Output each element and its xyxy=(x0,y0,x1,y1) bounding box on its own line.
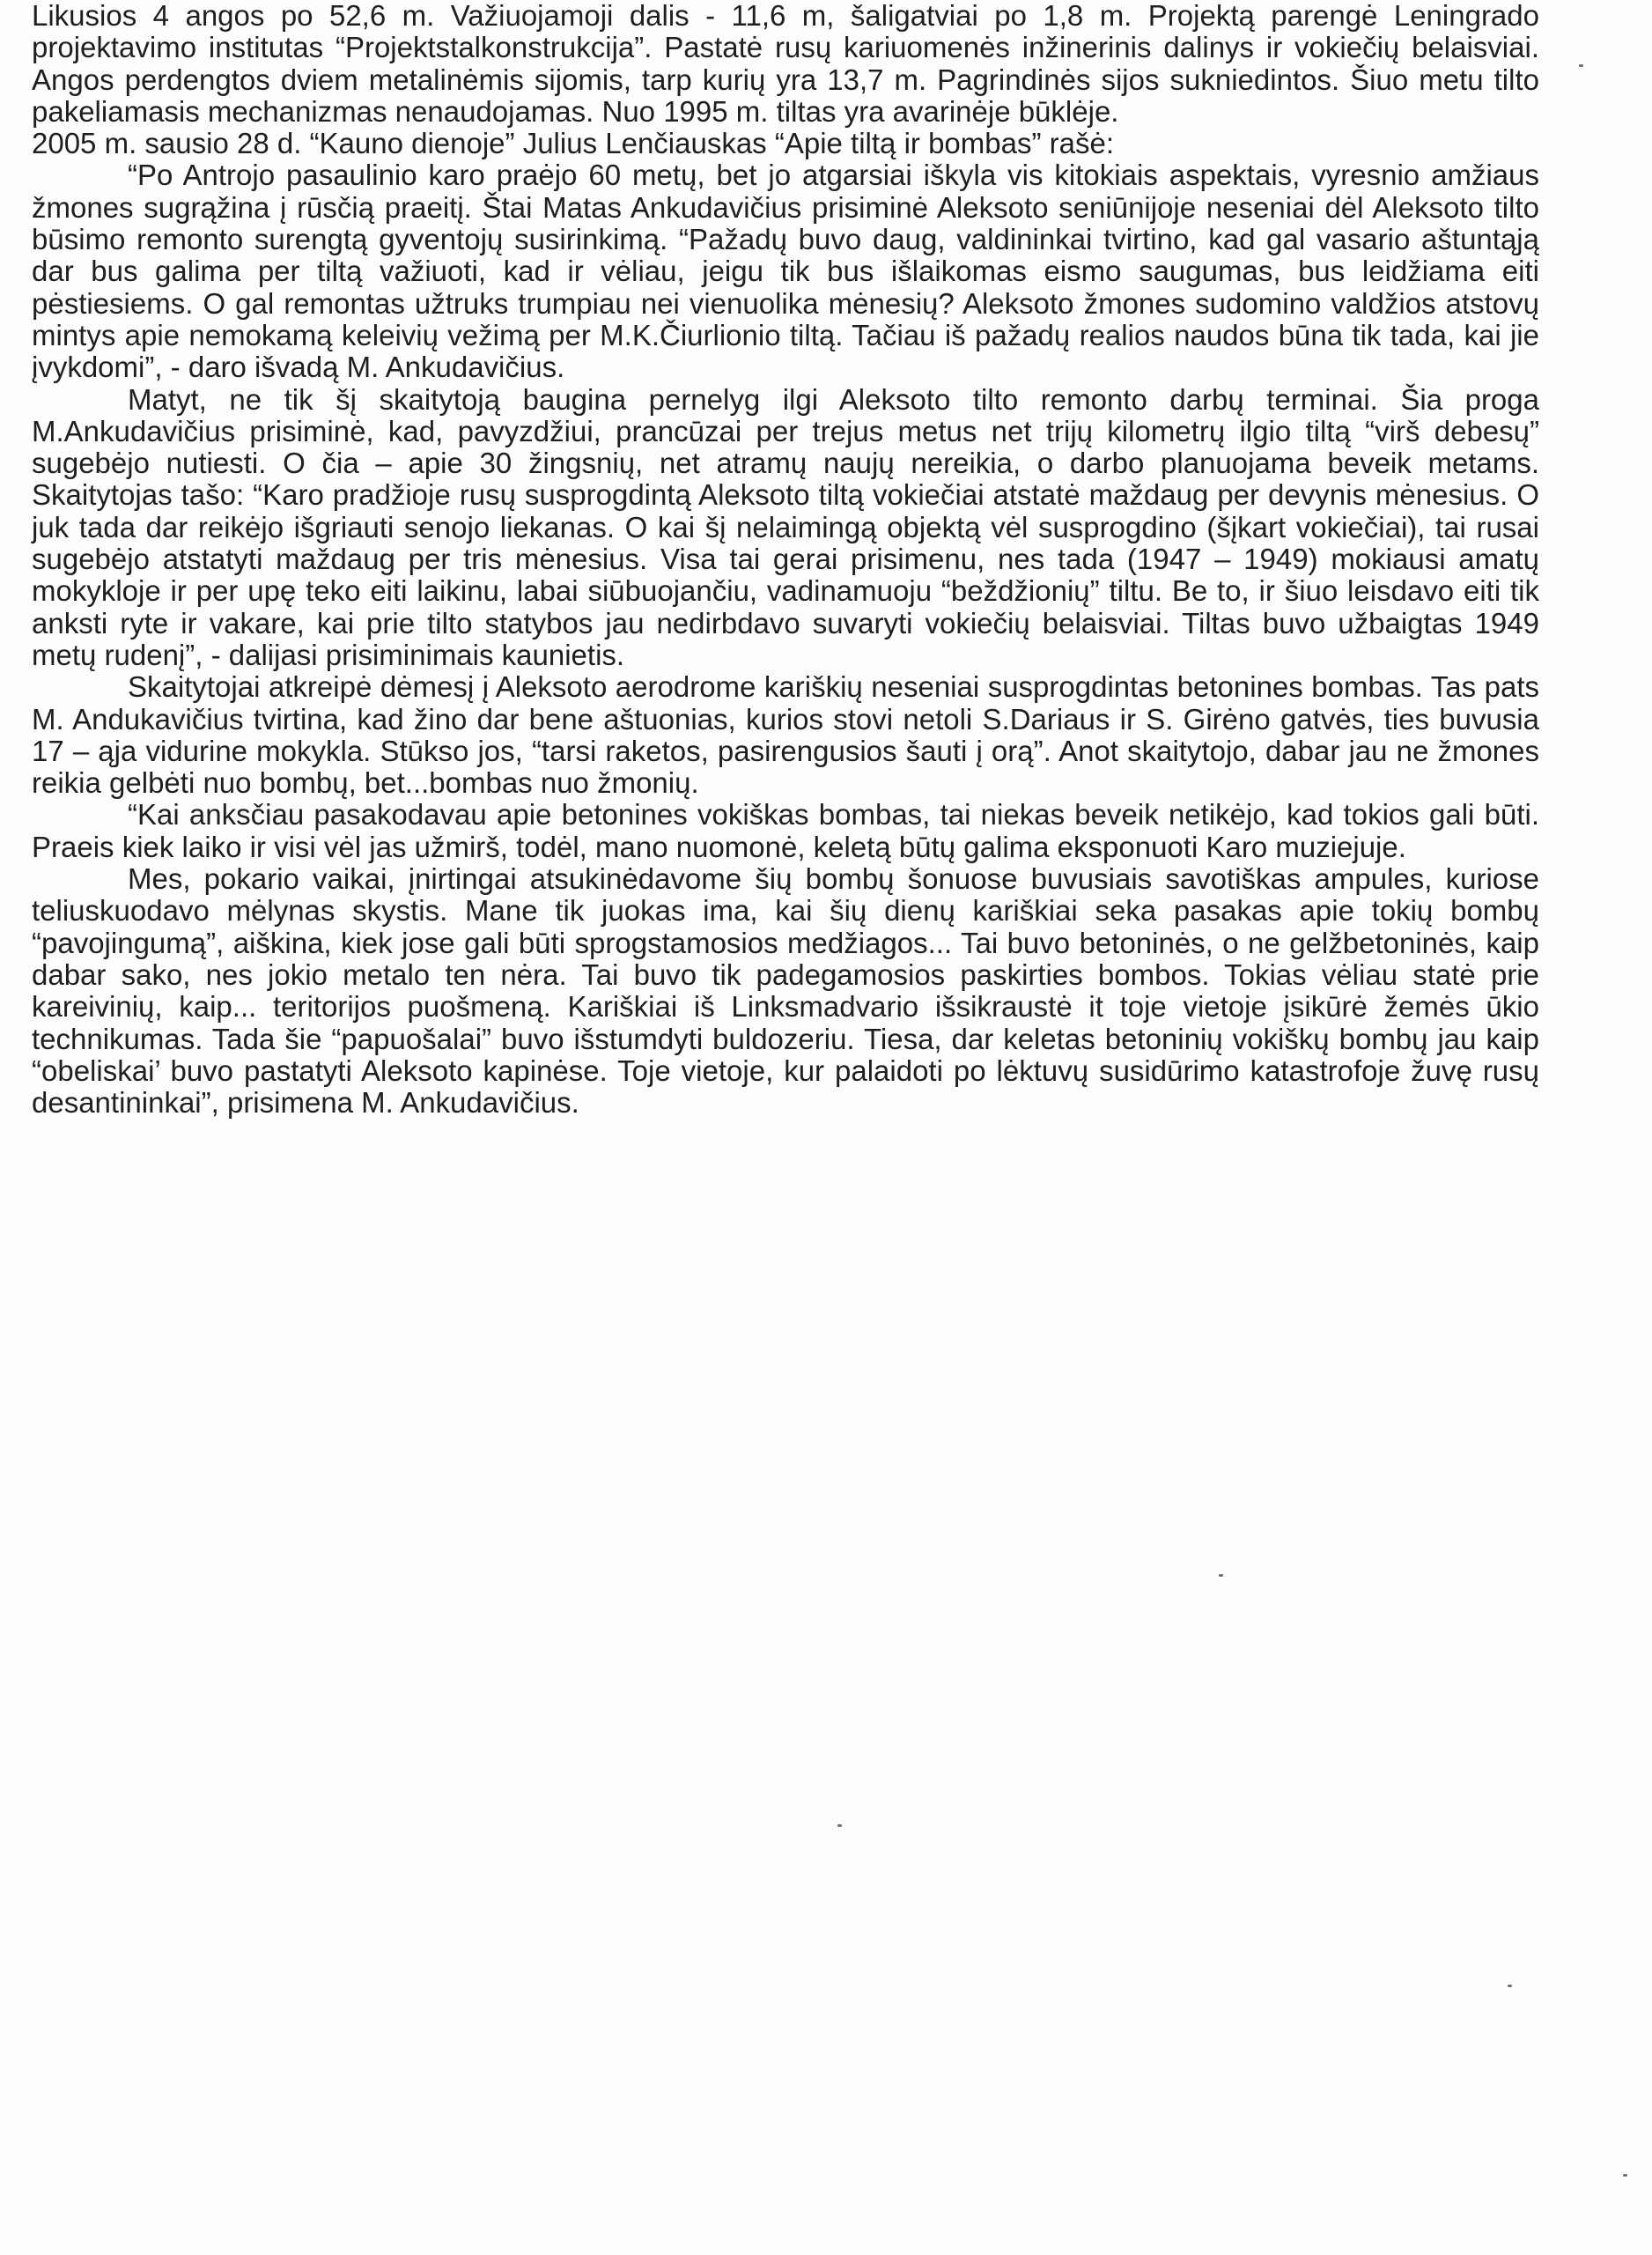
paragraph-ankudavicius-meeting: “Po Antrojo pasaulinio karo praėjo 60 metų, bet jo atgarsiai iškyla vis kitokiais aspektais, vyresnio amžiaus žmones sugrąžina į rūsčią praeitį. Štai Matas Ankudavičius prisiminė Aleksoto seniūnijoje neseniai dėl Aleksoto tilto būsimo remonto surengtą gyventojų susirinkimą. “Pažadų buvo daug, valdininkai tvirtino, kad gal vasario aštuntąją dar bus galima per tiltą važiuoti, kad ir vėliau, jeigu tik bus išlaikomas eismo saugumas, bus leidžiama eiti pėstiesiems. O gal remontas užtruks trumpiau nei vienuolika mėnesių? Aleksoto žmones sudomino valdžios atstovų mintys apie nemokamą keleivių vežimą per M.K.Čiurlionio tiltą. Tačiau iš pažadų realios naudos būna tik tada, kai jie įvykdomi”, - daro išvadą M. Ankudavičius. xyxy=(32,159,1539,384)
paragraph-bridge-description: Likusios 4 angos po 52,6 m. Važiuojamoji dalis - 11,6 m, šaligatviai po 1,8 m. Projektą parengė Leningrado projektavimo institutas “Projektstalkonstrukcija”. Pastatė rusų kariuomenės inžinerinis dalinys ir vokiečių belaisviai. Angos perdengtos dviem metalinėmis sijomis, tarp kurių yra 13,7 m. Pagrindinės sijos sukniedintos. Šiuo metu tilto pakeliamasis mechanizmas nenaudojamas. Nuo 1995 m. tiltas yra avarinėje būklėje. xyxy=(32,0,1539,128)
scan-speck xyxy=(1579,64,1583,67)
scan-speck xyxy=(1508,1985,1512,1987)
article-text xyxy=(32,0,1539,1119)
scan-speck xyxy=(1623,2174,1627,2177)
paragraph-source-citation: 2005 m. sausio 28 d. “Kauno dienoje” Julius Lenčiauskas “Apie tiltą ir bombas” rašė: xyxy=(32,127,1114,160)
scan-speck xyxy=(1219,1574,1223,1577)
paragraph-repair-terms: Matyt, ne tik šį skaitytoją baugina pernelyg ilgi Aleksoto tilto remonto darbų terminai. Šia proga M.Ankudavičius prisiminė, kad, pavyzdžiui, prancūzai per trejus metus net trijų kilometrų ilgio tiltą “virš debesų” sugebėjo nutiesti. O čia – apie 30 žingsnių, net atramų naujų nereikia, o darbo planuojama beveik metams. Skaitytojas tašo: “Karo pradžioje rusų susprogdintą Aleksoto tiltą vokiečiai atstatė maždaug per devynis mėnesius. O juk tada dar reikėjo išgriauti senojo liekanas. O kai šį nelaimingą objektą vėl susprogdino (šįkart vokiečiai), tai rusai sugebėjo atstatyti maždaug per tris mėnesius. Visa tai gerai prisimenu, nes tada (1947 – 1949) mokiausi amatų mokykloje ir per upę teko eiti laikinu, labai siūbuojančiu, vadinamuoju “beždžionių” tiltu. Be to, ir šiuo leisdavo eiti tik anksti ryte ir vakare, kai prie tilto statybos jau nedirbdavo suvaryti vokiečių belaisviai. Tiltas buvo užbaigtas 1949 metų rudenį”, - dalijasi prisiminimais kaunietis. xyxy=(32,382,1539,671)
paragraph-museum-suggestion: “Kai anksčiau pasakodavau apie betonines vokiškas bombas, tai niekas beveik netikėjo, kad tokios gali būti. Praeis kiek laiko ir visi vėl jas užmirš, todėl, mano nuomonė, keletą būtų galima eksponuoti Karo muziejuje. xyxy=(32,798,1539,863)
paragraph-postwar-children: Mes, pokario vaikai, įnirtingai atsukinėdavome šių bombų šonuose buvusiais savotiškas ampules, kuriose teliuskuodavo mėlynas skystis. Mane tik juokas ima, kai šių dienų kariškiai seka pasakas apie tokių bombų “pavojingumą”, aiškina, kiek jose gali būti sprogstamosios medžiagos... Tai buvo betoninės, o ne gelžbetoninės, kaip dabar sako, nes jokio metalo ten nėra. Tai buvo tik padegamosios paskirties bombos. Tokias vėliau statė prie kareivinių, kaip... teritorijos puošmeną. Kariškiai iš Linksmadvario išsikraustė it toje vietoje įsikūrė žemės ūkio technikumas. Tada šie “papuošalai” buvo išstumdyti buldozeriu. Tiesa, dar keletas betoninių vokiškų bombų jau kaip “obeliskai’ buvo pastatyti Aleksoto kapinėse. Toje vietoje, kur palaidoti po lėktuvų susidūrimo katastrofoje žuvę rusų desantininkai”, prisimena M. Ankudavičius. xyxy=(32,862,1539,1120)
scan-speck xyxy=(837,1824,842,1827)
paragraph-concrete-bombs: Skaitytojai atkreipė dėmesį į Aleksoto aerodrome kariškių neseniai susprogdintas betonines bombas. Tas pats M. Andukavičius tvirtina, kad žino dar bene aštuonias, kurios stovi netoli S.Dariaus ir S. Girėno gatvės, ties buvusia 17 – ąja vidurine mokykla. Stūkso jos, “tarsi raketos, pasirengusios šauti į orą”. Anot skaitytojo, dabar jau ne žmones reikia gelbėti nuo bombų, bet...bombas nuo žmonių. xyxy=(32,670,1539,800)
